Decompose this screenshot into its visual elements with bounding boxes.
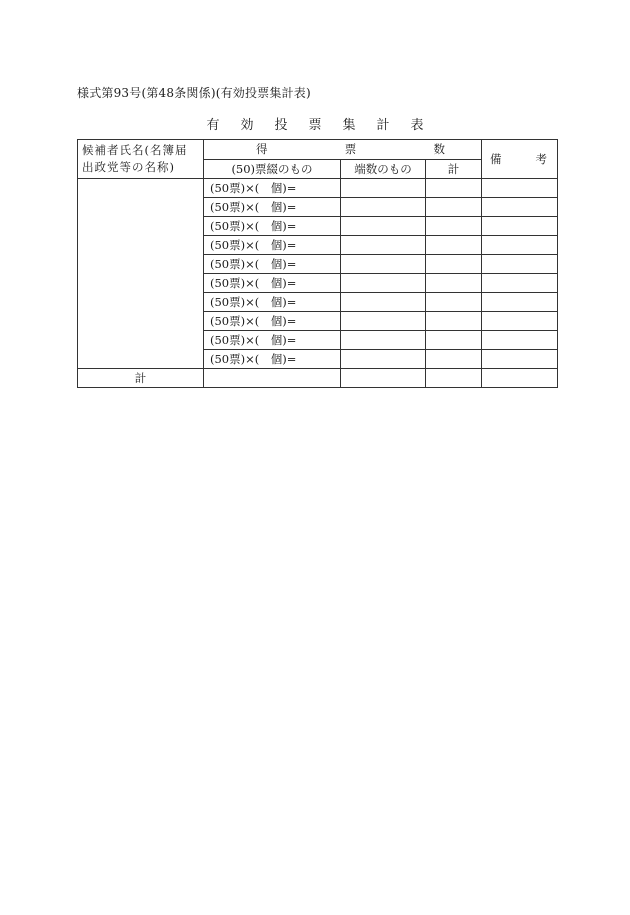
header-votes-char: 数	[433, 142, 446, 157]
header-candidate: 候補者氏名(名簿届出政党等の名称)	[78, 140, 204, 179]
bundle-formula: (50票)×( 個)=	[204, 312, 341, 331]
title-char: 投	[274, 118, 288, 133]
header-bundles: (50)票綴のもの	[204, 159, 341, 179]
total-row	[78, 369, 558, 388]
document-title	[0, 114, 630, 133]
subtotal-cell[interactable]	[426, 236, 482, 255]
valid-vote-tally-table	[77, 139, 558, 388]
total-remarks-cell[interactable]	[482, 369, 558, 388]
remarks-cell[interactable]	[482, 255, 558, 274]
bundle-formula: (50票)×( 個)=	[204, 350, 341, 369]
header-votes	[204, 140, 482, 160]
header-votes-char: 票	[344, 142, 357, 157]
subtotal-cell[interactable]	[426, 293, 482, 312]
title-char: 票	[308, 118, 322, 133]
remarks-cell[interactable]	[482, 198, 558, 217]
bundle-formula: (50票)×( 個)=	[204, 274, 341, 293]
header-remarks-char: 備	[490, 152, 502, 166]
remarks-cell[interactable]	[482, 293, 558, 312]
header-subtotal: 計	[426, 159, 482, 179]
bundle-formula: (50票)×( 個)=	[204, 236, 341, 255]
remarks-cell[interactable]	[482, 179, 558, 198]
fraction-cell[interactable]	[341, 179, 426, 198]
subtotal-cell[interactable]	[426, 179, 482, 198]
fraction-cell[interactable]	[341, 350, 426, 369]
table-row	[78, 179, 558, 198]
title-char: 有	[206, 118, 220, 133]
fraction-cell[interactable]	[341, 312, 426, 331]
header-votes-char: 得	[256, 142, 268, 157]
fraction-cell[interactable]	[341, 255, 426, 274]
candidate-name-cell[interactable]	[78, 179, 204, 369]
fraction-cell[interactable]	[341, 293, 426, 312]
bundle-formula: (50票)×( 個)=	[204, 217, 341, 236]
total-fractions-cell[interactable]	[341, 369, 426, 388]
remarks-cell[interactable]	[482, 217, 558, 236]
subtotal-cell[interactable]	[426, 198, 482, 217]
header-remarks	[482, 140, 558, 179]
subtotal-cell[interactable]	[426, 217, 482, 236]
remarks-cell[interactable]	[482, 274, 558, 293]
fraction-cell[interactable]	[341, 274, 426, 293]
total-bundles-cell[interactable]	[204, 369, 341, 388]
bundle-formula: (50票)×( 個)=	[204, 255, 341, 274]
bundle-formula: (50票)×( 個)=	[204, 293, 341, 312]
subtotal-cell[interactable]	[426, 312, 482, 331]
bundle-formula: (50票)×( 個)=	[204, 198, 341, 217]
fraction-cell[interactable]	[341, 331, 426, 350]
bundle-formula: (50票)×( 個)=	[204, 331, 341, 350]
bundle-formula: (50票)×( 個)=	[204, 179, 341, 198]
fraction-cell[interactable]	[341, 236, 426, 255]
title-char: 集	[342, 118, 356, 133]
remarks-cell[interactable]	[482, 236, 558, 255]
remarks-cell[interactable]	[482, 312, 558, 331]
title-char: 効	[240, 118, 254, 133]
total-subtotal-cell[interactable]	[426, 369, 482, 388]
subtotal-cell[interactable]	[426, 274, 482, 293]
title-char: 計	[376, 118, 390, 133]
title-char: 表	[410, 118, 424, 133]
remarks-cell[interactable]	[482, 350, 558, 369]
subtotal-cell[interactable]	[426, 350, 482, 369]
total-label: 計	[78, 369, 204, 388]
subtotal-cell[interactable]	[426, 255, 482, 274]
fraction-cell[interactable]	[341, 198, 426, 217]
subtotal-cell[interactable]	[426, 331, 482, 350]
header-fractions: 端数のもの	[341, 159, 426, 179]
fraction-cell[interactable]	[341, 217, 426, 236]
remarks-cell[interactable]	[482, 331, 558, 350]
form-number: 様式第93号(第48条関係)(有効投票集計表)	[77, 86, 311, 100]
header-remarks-char: 考	[535, 152, 548, 166]
